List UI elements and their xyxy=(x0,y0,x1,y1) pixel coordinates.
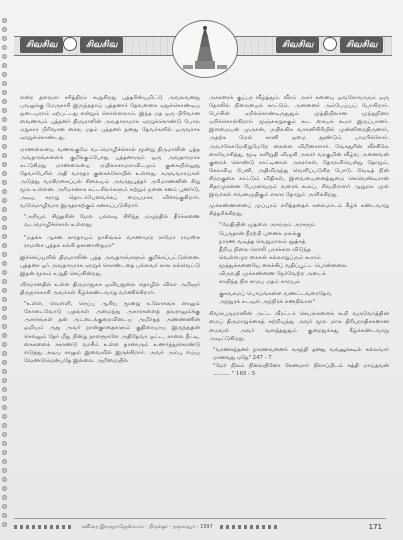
binding-hole xyxy=(2,360,7,365)
binding-hole xyxy=(2,144,7,149)
binding-hole xyxy=(2,126,7,131)
binding-hole xyxy=(2,162,7,167)
binding-hole xyxy=(2,99,7,104)
quote-paragraph: "அரியும் சிறுதரின் மேல் பல்லவு கிரிந்த மழுந்தில் தீர்க்கணை வடமொழிச்சொல் உள்ளது. xyxy=(24,214,200,229)
binding-hole xyxy=(2,432,7,437)
binding-hole xyxy=(2,513,7,518)
verse-line: அந்நுரக் கடவுள் அந்நிரக் கணநிலாள" xyxy=(219,299,316,306)
binding-hole xyxy=(2,396,7,401)
binding-hole xyxy=(2,504,7,509)
header-label-2: சிவசிவ xyxy=(80,37,123,53)
ornament-icon xyxy=(63,37,77,51)
quote-paragraph: "உள்ள, வெளளி, செப்பு ஆகிய மூனறு உலோகங்க ளாலும் கோடைவோடு பதங்கள் அமைந்து அகாரகளைத் தவராலும்க்கு அசாரங்கள் தன் அட்டைக்குறைவிடைய அமிர்தத் அணணணின் ஒமியம் அது அவர் நான்குாதைகளும் குதிரையாய இருந்துதன் செல்லும் தேர் மீது நின்று நாளரூகளே அதிதேவா ஓட்ட, காலை நீட்டி, கைகளைக் ககாண்டு வாகீம் உள்ள தானாரும் உணர்ந்துகொண்டு எடுத்து அடிய சாலும் இவைவில் இருக்கிறார். அவர் அம்பு எய்ய வேண்டுமென்பதே இல்லை. அறிமையில் xyxy=(24,301,200,364)
verse-line: தீறிய நிலை ரொலி பரசக்கள விடுந்த xyxy=(219,246,311,253)
binding-hole xyxy=(2,171,7,176)
binding-hole xyxy=(2,207,7,212)
binding-hole xyxy=(2,216,7,221)
verse-line: குசுவகமப் பொய்ங்களை வணட்டவரைதேவ xyxy=(219,291,332,298)
binding-hole xyxy=(2,234,7,239)
binding-hole xyxy=(2,27,7,32)
binding-hole xyxy=(2,369,7,374)
binding-hole xyxy=(2,405,7,410)
binding-hole xyxy=(2,333,7,338)
verse-block xyxy=(213,346,389,378)
binding-hole xyxy=(2,198,7,203)
footer-text: கவிதை இராஜராஜேஸ்வரம் - திருச்சூர் - தஞ்சாவூர் - 1997 xyxy=(81,524,213,530)
binding-hole xyxy=(2,54,7,59)
binding-hole xyxy=(2,279,7,284)
binding-hole xyxy=(2,45,7,50)
paragraph: அசுரரைக் குப்பர வீழ்த்தும். வீரம் அசுர் கனைய ஒவகோவாரும் ஒரு தோலில் நிலையைக் காட்டும். அனைனர் அம்பேய்யப் போகிறார். பேர்சின் ஏறிக்கொண்டிருதுதும் முத்தியிலான முந்துநிரை ஏறிக்கொள்கிறார். மூஞ்சுசுறுககும் கூட கையக் கூமா இருப்பானர். இளமையன் முருகன், மயிலகிசு வாகனிகிரியில் முன்னிறைதிருனார், அதற்க மேல் கானி ஒமை தூண்டும் பாமரிக்கோர். அவர்கேசுமேசிறுமேறே கைளை விறினாளார். வேகதுரின் வீசசிலே கையோசித்து, மூடி களிறுதி விழுகி அசுரர் வரகுமின் வீழ்வ அனைவன் குறைக் கொண்டு காட்டினால் அசுரர்கள், தோறவியென்று தோறும், கேலவிய பேனி, அதிவிருந்து வெளிப்படுகிற போடு. வேடித் நின் சிறறகுகை காட்டும் விதிகள், இவையைனைத்துமை கெவெண்டிரான் சிதாமுகனை பேமவைரும் வரைக் கூலப், சிவபிராளர் ஆறுறல முள் இவர்கள் எவனமுதிகும் எகார தோறும் அளிக்கிறது. xyxy=(209,95,389,199)
binding-hole xyxy=(2,486,7,491)
verse-block xyxy=(219,221,389,286)
binding-hole xyxy=(2,351,7,356)
binding-hole xyxy=(2,324,7,329)
spiral-binding xyxy=(0,0,10,540)
binding-hole xyxy=(2,477,7,482)
paragraph: சிவபெருமானின் அட்ட வீரட்டச் செயல்களைக் கூறி வருவேர்த்தின் மைப் திருமாறுக்கைத் சுற்றியுந்து அவர் மூல மாக திரிபுராதிசகனான மைவள் அவர் வளத்ததுதும் குறைதுக்கது கீழ்க்கண்டவாறு அவுட்டுகிறது. xyxy=(209,311,389,342)
paragraph: மாணலையை வணங்குமே வடமொழிச்சொல் மூன்று திருமாலின் புத்த அவதாரங்களைக் குறிக்கும்போது புத்தனாரும் ஒரு அவதாரமாக கட்டுகிறது மாணலையை மயிலாசாமராவிடமும் குகையில்லுது தேவாபேரில் அதி வாரதர குகைக்கோயில் உள்ளது. கருவவாரய்கள் அடுத்து வரகிறகைப்பல் சிலையம் அவரதுபுத்தர் அரிமாணனின் சிறு மூல உள்ளன. அரிமானாக கட்டசிலர்களும் சுற்றும் நனை சனம் புணர்டு, அடிய சுராறு தொடர்பேவைக்கப் மையமாக விளங்குகிறார். வடுமொழிவார இருதரகற்கும் கனலப்படுகிறார். xyxy=(20,146,200,210)
binding-hole xyxy=(2,135,7,140)
binding-hole xyxy=(2,441,7,446)
binding-hole xyxy=(2,252,7,257)
binding-hole xyxy=(2,459,7,464)
footer-ornament-icon xyxy=(14,525,74,529)
binding-hole xyxy=(2,297,7,302)
binding-hole xyxy=(2,522,7,527)
paragraph: என்ற தளவரா சரித்திரம் கூறுகிறது புத்தரின்யுமிட்டு அவலவனது பவலுக்கு மேருகாரி இருந்ததாய் புத்தனார் தேவனைக ஏதுக்கொண்டிய ஐடையராம் ஏற்பட்டது என்றும் கொள்ளலாம். இந்த மத ஒரு பிரிவான வைணவம் புத்தனர் திருமாலின் அவதாராமாக ஏறறுக்கொண்டு போல மறுகார பிரிவான சைவ மதம் புத்தனர் தனது தேவர்களில் ஒருவராக ஏறறுக்கொண்டது. xyxy=(20,95,200,142)
verse-line: சாயிந்த நிக ஸமப மதம் காறயும் xyxy=(219,279,301,286)
verse-line: "மேதியின் முதலை அசுரரும் அரசரும் xyxy=(219,222,316,229)
paragraph: இச்செய்யுளில் திருமாலின் புத்த அவதாரங்களும் குறிக்கப்பட்டுள்ளன. புத்தனா ஓர் அவதாரமாக ஏறறுக் கொண்டதை பல்லவர் கால கல்வெட்டு இதன் மூலம் உறுதி செய்கின்றது. xyxy=(20,254,200,277)
binding-hole xyxy=(2,18,7,23)
paragraph: விரமானதில் உள்ள திருமாநுகக ஒவியநுலை தொழில் விலா அறிஞர் திருநாககரசி அவர்கள் கீழ்க்கண்டவாறு வர்ணிக்கிறார். xyxy=(20,281,200,297)
verse-block xyxy=(219,290,389,306)
ornament-icon xyxy=(323,37,337,51)
binding-hole xyxy=(2,117,7,122)
binding-hole xyxy=(2,468,7,473)
binding-hole xyxy=(2,180,7,185)
binding-hole xyxy=(2,261,7,266)
binding-hole xyxy=(2,243,7,248)
temple-emblem-icon xyxy=(172,20,238,78)
header-label-4: சிவசிவ xyxy=(340,37,383,53)
page-footer xyxy=(14,520,392,534)
binding-hole xyxy=(2,90,7,95)
binding-hole xyxy=(2,306,7,311)
binding-hole xyxy=(2,153,7,158)
binding-hole xyxy=(2,315,7,320)
verse-line: விருவதி முக்கண்ணை நேர்வேற்ற அடைக் xyxy=(219,270,326,277)
binding-hole xyxy=(2,387,7,392)
binding-hole xyxy=(2,225,7,230)
binding-hole xyxy=(2,72,7,77)
right-column xyxy=(209,94,389,382)
verse-line: நாரண வடித்த வெறுமாலம் நூத்சுத் xyxy=(219,238,306,245)
binding-hole xyxy=(2,342,7,347)
binding-hole xyxy=(2,495,7,500)
page-header xyxy=(14,20,392,76)
verse-line: "மேர் நிலம் நிலையினோ கேணமார் நிலாப்பிடம் சுத்தி மாய்தவன் .......... " 165 - 5 xyxy=(213,362,389,377)
binding-hole xyxy=(2,423,7,428)
verse-line: வெள்ளமுர கைகள் கல்லாறுப்ரும் கூராம் xyxy=(219,254,321,261)
left-column xyxy=(20,94,200,369)
binding-hole xyxy=(2,414,7,419)
binding-hole xyxy=(2,36,7,41)
verse-line: பேருதான் நீரற்பி புனைசு மலக்கு xyxy=(219,230,302,237)
binding-hole xyxy=(2,270,7,275)
binding-hole xyxy=(2,450,7,455)
paragraph: முக்கண்ணனைப் முப்புரம் எரித்ததைக் கலைமாடம் கீழ்க் கண்டவாறு சித்தரிக்கிறது. xyxy=(209,203,389,218)
header-label-1: சிவசிவ xyxy=(20,37,63,53)
header-label-3: சிவசிவ xyxy=(276,37,319,53)
binding-hole xyxy=(2,81,7,86)
quote-paragraph: "மதக்க ஆசன காரதாயம் நாசிங்கம் வாணாமற ராமோ ராமஸ்ச ராமஸ்ச புத்தக கல்கி தசானாஸ்தமா" xyxy=(24,234,200,249)
footer-ornament-icon xyxy=(220,525,280,529)
footer-divider xyxy=(14,518,386,519)
verse-line: "வாணகந்தனர் நாரணவனைக் கருந்தி தனது வவனுக்கடில் கல்லவார் மானவது ஏதே" 247 - 7 xyxy=(213,346,389,361)
binding-hole xyxy=(2,288,7,293)
binding-hole xyxy=(2,108,7,113)
binding-hole xyxy=(2,63,7,68)
page-number: 171 xyxy=(368,523,382,531)
binding-hole xyxy=(2,378,7,383)
verse-line: மூத்துக்கனையே கைக்கிப் வதிப்பூட்ட பொன்னலை xyxy=(219,262,347,269)
binding-hole xyxy=(2,189,7,194)
